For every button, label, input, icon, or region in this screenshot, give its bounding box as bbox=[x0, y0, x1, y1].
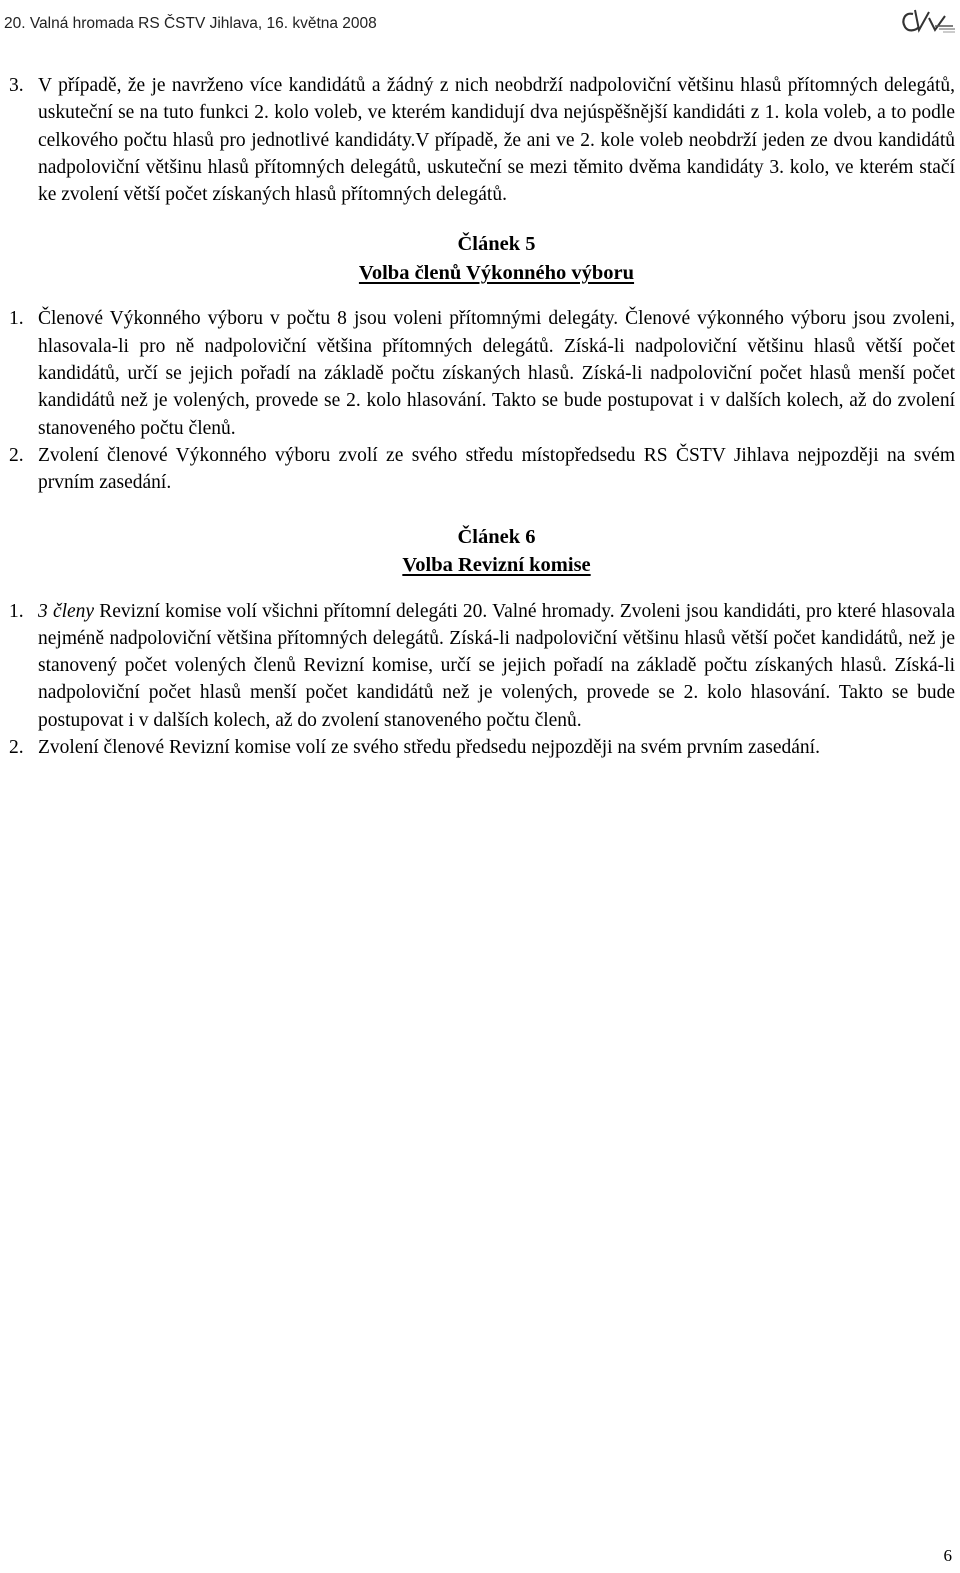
cstv-logo-icon bbox=[895, 2, 955, 40]
page-number: 6 bbox=[943, 1546, 952, 1565]
item-text: 3 členy Revizní komise volí všichni přítomní delegáti 20. Valné hromady. Zvoleni jsou kandidáti, pro které hlasovala nejméně nadpoloviční většina přítomných delegátů. Získá-li nadpoloviční většinu hlasů větší počet kandidátů, než je stanovený počet volených členů Revizní komise, určí se jejich pořadí na základě počtu získaných hlasů. Získá-li nadpoloviční počet hlasů menší počet kandidátů než je volených, provede se 2. kolo hlasování. Takto se bude postupovat i v dalších kolech, až do zvolení stanoveného počtu členů. bbox=[38, 600, 955, 731]
item-text: Členové Výkonného výboru v počtu 8 jsou voleni přítomnými delegáty. Členové výkonného výboru jsou zvoleni, hlasovala-li pro ně nadpoloviční většina přítomných delegátů. Získá-li nadpoloviční většinu hlasů větší počet kandidátů, určí se jejich pořadí na základě počtu získaných hlasů. Získá-li nadpoloviční počet hlasů menší počet kandidátů než je volených, provede se 2. kolo hlasování. Takto se bude postupovat i v dalších kolech, až do zvolení stanoveného počtu členů. bbox=[38, 308, 955, 439]
italic-text: 3 členy bbox=[38, 600, 95, 622]
page-header bbox=[0, 0, 960, 50]
item-text: Zvolení členové Výkonného výboru zvolí ze svého středu místopředsedu RS ČSTV Jihlava nejpozději na svém prvním zasedání. bbox=[38, 444, 955, 494]
article6-subheading: Volba Revizní komise bbox=[402, 554, 591, 577]
list-item bbox=[9, 305, 955, 441]
item-number: 1. bbox=[9, 600, 24, 622]
document-body bbox=[9, 72, 955, 761]
list-item bbox=[9, 734, 955, 761]
article5-heading: Článek 5 bbox=[457, 233, 536, 256]
item-number: 2. bbox=[9, 737, 24, 759]
article6-heading: Článek 6 bbox=[457, 525, 536, 548]
article5-subheading: Volba členů Výkonného výboru bbox=[358, 261, 635, 284]
list-item bbox=[9, 598, 955, 734]
item-text: V případě, že je navrženo více kandidátů a žádný z nich neobdrží nadpoloviční většinu hlasů přítomných delegátů, uskuteční se na tuto funkci 2. kolo voleb, ve kterém kandidují dva nejúspěšnější kandidáti z 1. kola voleb, a to podle celkového počtu hlasů pro jednotlivé kandidáty.V případě, že ani ve 2. kole voleb neobdrží jeden ze dvou kandidátů nadpoloviční většinu hlasů přítomných delegátů, uskuteční se mezi těmito dvěma kandidáty 3. kolo, ve kterém stačí ke zvolení větší počet získaných hlasů přítomných delegátů. bbox=[38, 75, 955, 206]
item-text: Zvolení členové Revizní komise volí ze svého středu předsedu nejpozději na svém prvním zasedání. bbox=[38, 737, 820, 759]
list-item bbox=[9, 72, 955, 208]
header-title: 20. Valná hromada RS ČSTV Jihlava, 16. května 2008 bbox=[4, 15, 377, 32]
item-number: 3. bbox=[9, 75, 24, 96]
list-item bbox=[9, 442, 955, 497]
item-number: 2. bbox=[9, 444, 24, 466]
item-number: 1. bbox=[9, 308, 24, 330]
